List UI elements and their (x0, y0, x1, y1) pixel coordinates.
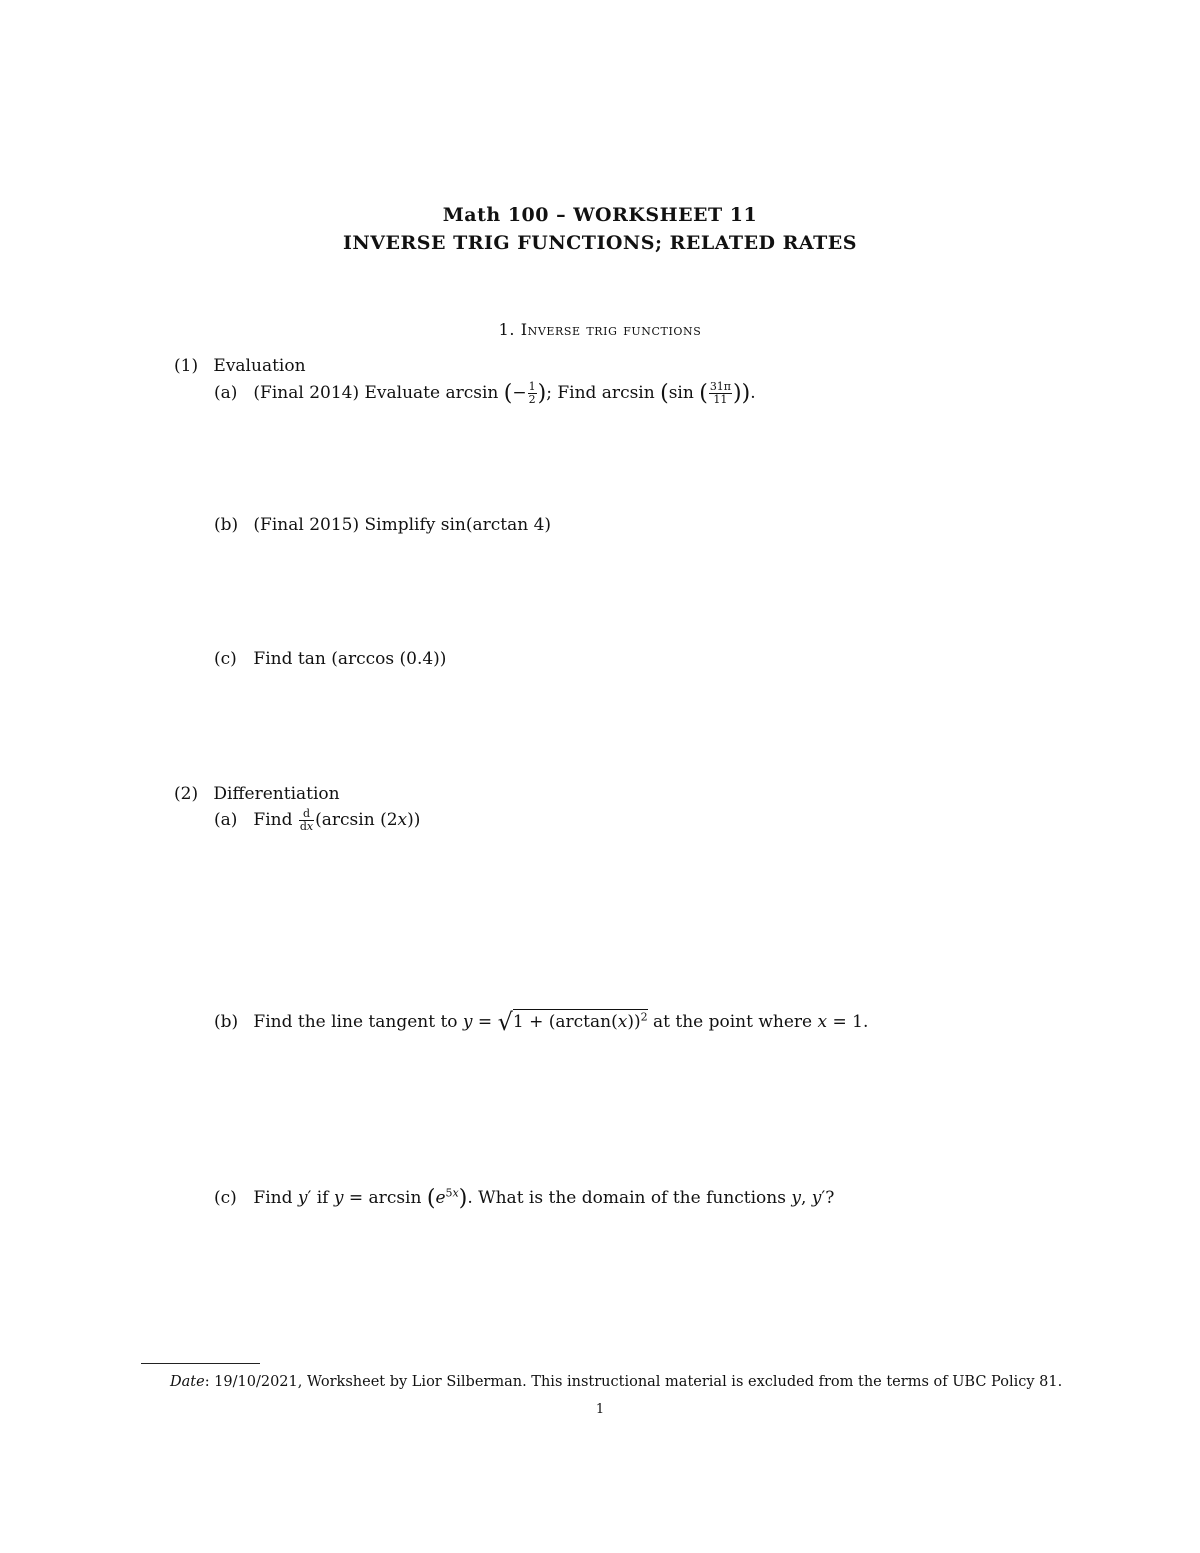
problem-2-heading (174, 784, 340, 804)
footnote-rule (141, 1363, 260, 1364)
problem-2c (214, 1186, 834, 1210)
problem-1c (214, 649, 446, 669)
worksheet-title: Math 100 – WORKSHEET 11 (442, 204, 758, 226)
page-number: 1 (595, 1402, 605, 1417)
part-text: (Final 2014) Evaluate arcsin (− $\frac{1}{2}$ ); Find arcsin (sin ( $\frac{31\pi}{11}$ )). (253, 380, 756, 406)
problem-1a (214, 381, 756, 405)
part-text: (Final 2015) Simplify sin(arctan 4) (253, 515, 552, 535)
section-heading: 1. Inverse trig functions (498, 320, 702, 339)
problem-2a (214, 808, 420, 832)
problem-label: Evaluation (213, 356, 306, 376)
part-text: Find tan (arccos (0.4)) (253, 649, 447, 669)
footnote (170, 1374, 1062, 1390)
part-label: (c) (214, 1187, 237, 1208)
problem-1-heading (174, 356, 306, 376)
part-label: (a) (214, 809, 238, 830)
part-text: Find the line tangent to $y = √1 + (\arctan(x))^2$ at the point where x = 1. (253, 1008, 869, 1036)
problem-number: (1) (174, 356, 199, 376)
problem-2b (214, 1008, 868, 1036)
problem-number: (2) (174, 784, 199, 804)
worksheet-subtitle: INVERSE TRIG FUNCTIONS; RELATED RATES (343, 232, 857, 254)
problem-1b (214, 515, 551, 535)
footnote-date-label: Date (170, 1374, 205, 1390)
part-text: Find y′ if $y = \arcsin (e^{5x})$. What is the domain of the functions y, y′? (253, 1185, 835, 1211)
part-text: Find $\frac{d}{dx}$ (arcsin (2x)) (253, 807, 421, 833)
part-label: (a) (214, 382, 238, 403)
problem-label: Differentiation (213, 784, 340, 804)
part-label: (b) (214, 515, 239, 535)
part-label: (c) (214, 649, 237, 669)
footnote-text: : 19/10/2021, Worksheet by Lior Silberman. This instructional material is excluded from the terms of UBC Policy 81. (204, 1374, 1063, 1390)
part-label: (b) (214, 1012, 239, 1032)
